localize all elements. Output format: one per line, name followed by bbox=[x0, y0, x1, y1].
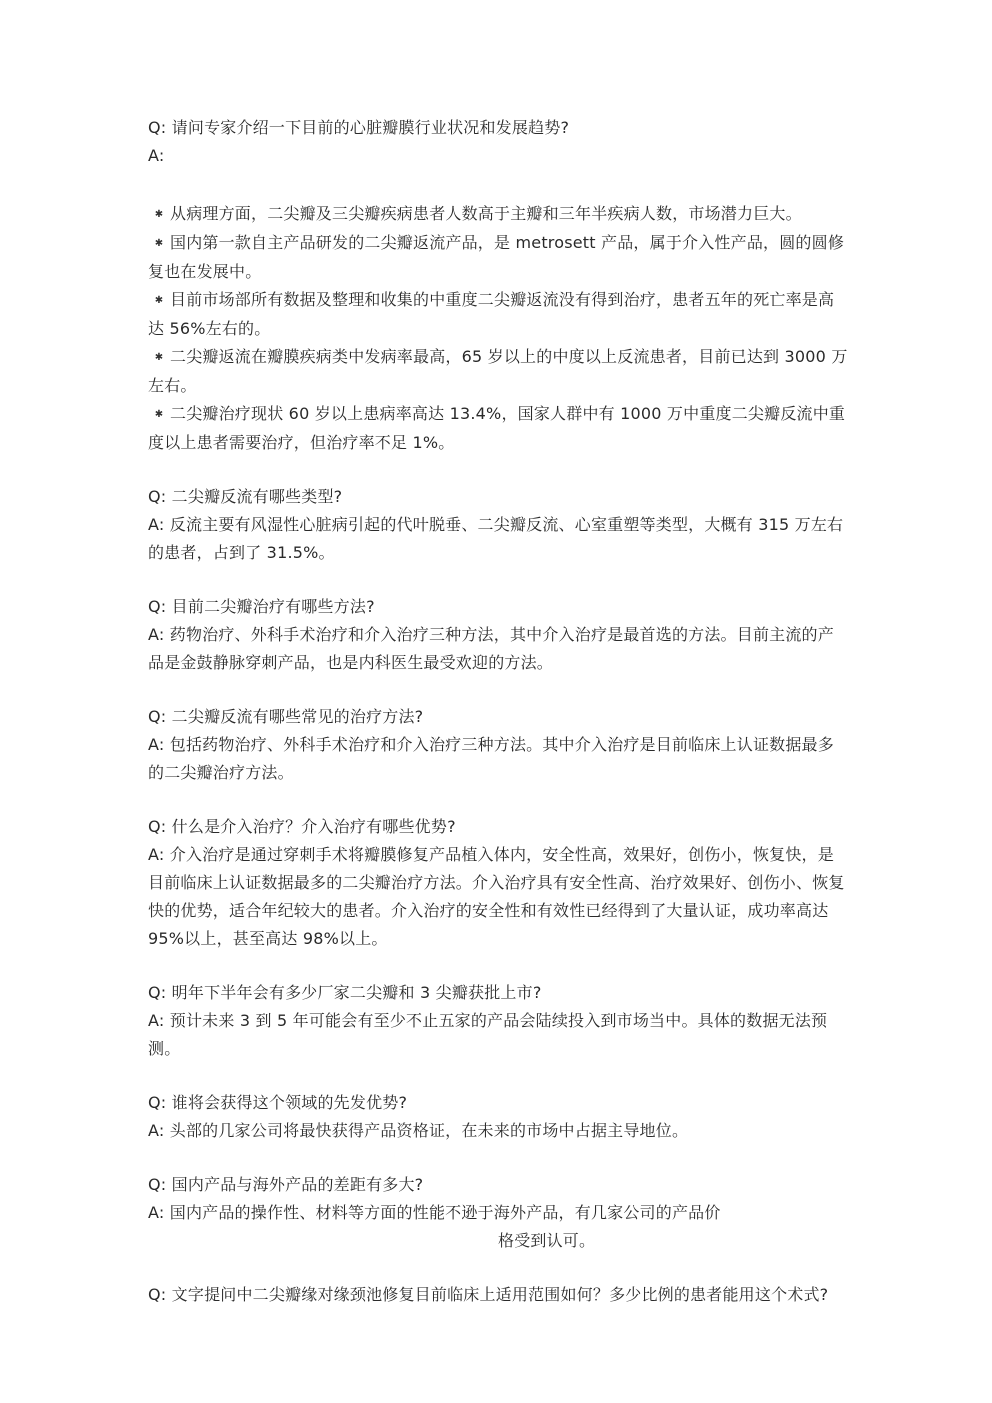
question-text: Q: 什么是介入治疗？介入治疗有哪些优势? bbox=[148, 817, 456, 836]
spacer bbox=[148, 1145, 848, 1171]
bullet-text: 从病理方面，二尖瓣及三尖瓣疾病患者人数高于主瓣和三年半疾病人数，市场潜力巨大。 bbox=[170, 204, 802, 223]
question-text: Q: 谁将会获得这个领域的先发优势? bbox=[148, 1093, 408, 1112]
question-text: Q: 明年下半年会有多少厂家二尖瓣和 3 尖瓣获批上市? bbox=[148, 983, 542, 1002]
asterisk-bullet-icon: ✱ bbox=[154, 209, 164, 220]
spacer bbox=[148, 457, 848, 483]
spacer bbox=[148, 787, 848, 813]
answer-text: A: 国内产品的操作性、材料等方面的性能不逊于海外产品，有几家公司的产品价 bbox=[148, 1203, 721, 1222]
qa-block bbox=[148, 813, 848, 953]
bullet-item bbox=[148, 400, 848, 457]
bullet-item bbox=[148, 286, 848, 343]
qa-block bbox=[148, 593, 848, 677]
bullet-text: 目前市场部所有数据及整理和收集的中重度二尖瓣返流没有得到治疗，患者五年的死亡率是高达 56%左右的。 bbox=[148, 290, 835, 338]
intro-bullet-list bbox=[148, 200, 848, 457]
spacer bbox=[148, 677, 848, 703]
bullet-item bbox=[148, 343, 848, 400]
question-text: Q: 文字提问中二尖瓣缘对缘颈池修复目前临床上适用范围如何？多少比例的患者能用这个术式? bbox=[148, 1285, 829, 1304]
question-text: Q: 二尖瓣反流有哪些类型? bbox=[148, 487, 343, 506]
bullet-text: 国内第一款自主产品研发的二尖瓣返流产品，是 metrosett 产品，属于介入性产品，圆的圆修复也在发展中。 bbox=[148, 233, 845, 281]
qa-block bbox=[148, 1281, 848, 1309]
question-text: Q: 二尖瓣反流有哪些常见的治疗方法? bbox=[148, 707, 424, 726]
spacer bbox=[148, 1255, 848, 1281]
spacer bbox=[148, 567, 848, 593]
answer-text: A: 介入治疗是通过穿刺手术将瓣膜修复产品植入体内，安全性高，效果好，创伤小，恢复快，是目前临床上认证数据最多的二尖瓣治疗方法。介入治疗具有安全性高、治疗效果好、创伤小、恢复快的优势，适合年纪较大的患者。介入治疗的安全性和有效性已经得到了大量认证，成功率高达 95%以上，甚至高达 98%以上。 bbox=[148, 845, 845, 948]
answer-text: A: 包括药物治疗、外科手术治疗和介入治疗三种方法。其中介入治疗是目前临床上认证数据最多的二尖瓣治疗方法。 bbox=[148, 735, 834, 782]
spacer bbox=[148, 170, 848, 200]
asterisk-bullet-icon: ✱ bbox=[154, 352, 164, 363]
question-text: Q: 国内产品与海外产品的差距有多大? bbox=[148, 1175, 424, 1194]
qa-block bbox=[148, 703, 848, 787]
intro-question: Q: 请问专家介绍一下目前的心脏瓣膜行业状况和发展趋势? bbox=[148, 118, 570, 137]
answer-text: A: 药物治疗、外科手术治疗和介入治疗三种方法，其中介入治疗是最首选的方法。目前主流的产品是金鼓静脉穿刺产品，也是内科医生最受欢迎的方法。 bbox=[148, 625, 834, 672]
qa-block bbox=[148, 1171, 848, 1255]
spacer bbox=[148, 953, 848, 979]
document-page bbox=[148, 114, 848, 1309]
bullet-item bbox=[148, 229, 848, 286]
answer-text: A: 头部的几家公司将最快获得产品资格证，在未来的市场中占据主导地位。 bbox=[148, 1121, 689, 1140]
bullet-text: 二尖瓣返流在瓣膜疾病类中发病率最高，65 岁以上的中度以上反流患者，目前已达到 3000 万左右。 bbox=[148, 347, 848, 395]
asterisk-bullet-icon: ✱ bbox=[154, 295, 164, 306]
asterisk-bullet-icon: ✱ bbox=[154, 409, 164, 420]
asterisk-bullet-icon: ✱ bbox=[154, 238, 164, 249]
bullet-text: 二尖瓣治疗现状 60 岁以上患病率高达 13.4%，国家人群中有 1000 万中重度二尖瓣反流中重度以上患者需要治疗，但治疗率不足 1%。 bbox=[148, 404, 846, 452]
qa-block bbox=[148, 483, 848, 567]
spacer bbox=[148, 1063, 848, 1089]
intro-answer-label: A: bbox=[148, 146, 165, 165]
qa-block bbox=[148, 1089, 848, 1145]
bullet-item bbox=[148, 200, 848, 229]
answer-text-continuation: 格受到认可。 bbox=[498, 1231, 596, 1250]
answer-text: A: 反流主要有风湿性心脏病引起的代叶脱垂、二尖瓣反流、心室重塑等类型，大概有 315 万左右的患者，占到了 31.5%。 bbox=[148, 515, 844, 562]
answer-text: A: 预计未来 3 到 5 年可能会有至少不止五家的产品会陆续投入到市场当中。具体的数据无法预测。 bbox=[148, 1011, 828, 1058]
qa-block bbox=[148, 979, 848, 1063]
question-text: Q: 目前二尖瓣治疗有哪些方法? bbox=[148, 597, 375, 616]
